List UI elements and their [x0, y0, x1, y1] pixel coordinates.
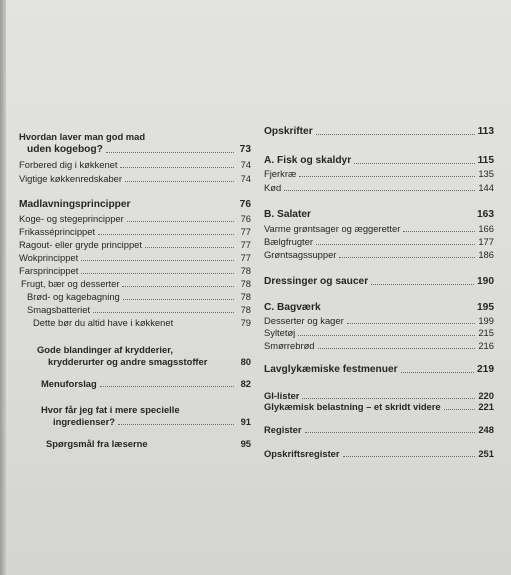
toc-heading-line1: Hvordan laver man god mad: [19, 131, 146, 142]
toc-entry: [19, 265, 251, 276]
toc-entry-label: Frikasséprincippet: [19, 226, 96, 237]
toc-page-number: 73: [239, 144, 251, 155]
toc-entry-label: C. Bagværk: [264, 302, 321, 313]
toc-section-glykaemisk: [264, 401, 494, 412]
toc-entry-label: Dette bør du altid have i køkkenet: [33, 317, 174, 328]
toc-section-heading: [19, 199, 251, 210]
toc-section-gode-line1: Gode blandinger af krydderier,: [37, 344, 173, 355]
toc-entry-label: GI-lister: [264, 390, 300, 401]
toc-entry-label: A. Fisk og skaldyr: [264, 155, 352, 166]
toc-page-number: 74: [240, 173, 251, 184]
dot-leader: [284, 190, 475, 191]
toc-section-a: [264, 155, 494, 166]
toc-entry-label: Grøntsagssupper: [264, 249, 337, 260]
toc-entry-label: ingredienser?: [53, 416, 115, 427]
toc-entry: [19, 226, 251, 237]
toc-heading-entry: [19, 144, 251, 155]
toc-entry-label: Spørgsmål fra læserne: [46, 438, 148, 449]
toc-entry-label: Forbered dig i køkkenet: [19, 159, 118, 170]
toc-entry-label: Glykæmisk belastning – et skridt videre: [264, 401, 441, 412]
toc-entry: [19, 317, 251, 328]
toc-page-number: 220: [478, 390, 494, 401]
toc-entry-label: Vigtige køkkenredskaber: [19, 173, 123, 184]
toc-entry: [264, 223, 494, 234]
toc-entry-label: Desserter og kager: [264, 315, 344, 326]
toc-page-number: 77: [240, 226, 251, 237]
toc-entry: [19, 159, 251, 170]
toc-page-number: 248: [478, 424, 494, 435]
toc-entry-label: Koge- og stegeprincipper: [19, 213, 124, 224]
toc-section-b: [264, 209, 494, 220]
dot-leader: [298, 335, 475, 336]
toc-entry: [19, 173, 251, 184]
page-edge-shadow: [0, 0, 6, 575]
toc-page-number: 74: [240, 159, 251, 170]
toc-entry-label: B. Salater: [264, 209, 311, 220]
toc-section-gode: [19, 356, 251, 367]
toc-entry: [264, 340, 494, 351]
toc-entry-label: Syltetøj: [264, 327, 296, 338]
toc-page-number: 113: [477, 126, 494, 137]
dot-leader: [302, 398, 475, 399]
toc-page-number: 221: [478, 401, 494, 412]
toc-entry: [19, 304, 251, 315]
dot-leader: [118, 424, 234, 425]
toc-page-number: 251: [478, 448, 494, 459]
dot-leader: [343, 456, 476, 457]
toc-heading-line2: uden kogebog?: [27, 144, 103, 155]
toc-entry-label: Bælgfrugter: [264, 236, 313, 247]
toc-page-number: 76: [240, 213, 251, 224]
toc-page-number: 195: [477, 302, 494, 313]
toc-section-menuforslag: [19, 378, 251, 389]
dot-leader: [444, 409, 476, 410]
toc-entry: [264, 236, 494, 247]
toc-entry-label: Varme grøntsager og æggeretter: [264, 223, 401, 234]
dot-leader: [316, 244, 475, 245]
dot-leader: [127, 221, 234, 222]
toc-page-number: 78: [240, 304, 251, 315]
toc-page-number: 78: [240, 265, 251, 276]
dot-leader: [100, 386, 234, 387]
toc-page-number: 177: [478, 236, 494, 247]
toc-page-number: 76: [239, 199, 251, 210]
dot-leader: [98, 234, 234, 235]
dot-leader: [120, 167, 234, 168]
dot-leader: [305, 432, 476, 433]
toc-section-register: [264, 424, 494, 435]
toc-entry-label: Menuforslag: [41, 378, 97, 389]
toc-page-number: 199: [478, 315, 494, 326]
toc-page-number: 190: [477, 276, 494, 287]
toc-entry-label: Opskriftsregister: [264, 448, 340, 459]
toc-section-opskriftsregister: [264, 448, 494, 459]
toc-entry: [19, 278, 251, 289]
toc-page-number: 78: [240, 278, 251, 289]
dot-leader: [106, 152, 234, 153]
toc-page-number: 77: [240, 252, 251, 263]
toc-entry-label: Brød- og kagebagning: [27, 291, 120, 302]
toc-section-hvor-line1: Hvor får jeg fat i mere specielle: [41, 404, 180, 415]
toc-page-number: 79: [240, 317, 251, 328]
toc-page-number: 163: [477, 209, 494, 220]
toc-page-number: 219: [477, 364, 494, 375]
toc-entry-label: Ragout- eller gryde princippet: [19, 239, 142, 250]
toc-page-number: 166: [478, 223, 494, 234]
dot-leader: [403, 231, 475, 232]
toc-section-opskrifter: [264, 126, 494, 137]
toc-page-number: 216: [478, 340, 494, 351]
toc-entry-label: Wokprincippet: [19, 252, 79, 263]
toc-page-number: 135: [478, 168, 494, 179]
toc-entry-label: Kød: [264, 182, 282, 193]
toc-page-number: 95: [240, 438, 251, 449]
toc-entry-label: Frugt, bær og desserter: [21, 278, 120, 289]
toc-entry-label: Smagsbatteriet: [27, 304, 91, 315]
toc-entry: [19, 239, 251, 250]
toc-entry-label: krydderurter og andre smagsstoffer: [48, 356, 208, 367]
dot-leader: [347, 323, 476, 324]
dot-leader: [125, 181, 234, 182]
dot-leader: [339, 257, 475, 258]
dot-leader: [316, 134, 475, 135]
dot-leader: [123, 299, 234, 300]
toc-entry: [19, 213, 251, 224]
toc-entry-label: Opskrifter: [264, 126, 313, 137]
toc-section-hvor: [19, 416, 251, 427]
dot-leader: [145, 247, 234, 248]
toc-entry: [19, 252, 251, 263]
dot-leader: [93, 312, 234, 313]
dot-leader: [81, 260, 234, 261]
toc-page-number: 215: [478, 327, 494, 338]
toc-entry-label: Fjerkræ: [264, 168, 297, 179]
toc-page-number: 144: [478, 182, 494, 193]
toc-page-number: 77: [240, 239, 251, 250]
toc-page-number: 82: [240, 378, 251, 389]
toc-section-dressinger: [264, 276, 494, 287]
toc-section-c: [264, 302, 494, 313]
toc-entry-label: Dressinger og saucer: [264, 276, 369, 287]
dot-leader: [81, 273, 234, 274]
toc-section-lavglyk: [264, 364, 494, 375]
toc-entry: [264, 315, 494, 326]
dot-leader: [354, 163, 474, 164]
toc-page-number: 115: [477, 155, 494, 166]
toc-entry-label: Farsprincippet: [19, 265, 79, 276]
dot-leader: [299, 176, 475, 177]
dot-leader: [371, 284, 474, 285]
toc-entry: [264, 327, 494, 338]
toc-page-number: 91: [240, 416, 251, 427]
toc-page-number: 186: [478, 249, 494, 260]
toc-entry-label: Smørrebrød: [264, 340, 315, 351]
toc-entry: [264, 168, 494, 179]
toc-entry: [264, 182, 494, 193]
toc-entry-label: Lavglykæmiske festmenuer: [264, 364, 398, 375]
toc-section-gi-lister: [264, 390, 494, 401]
toc-page-number: 80: [240, 356, 251, 367]
dot-leader: [122, 286, 234, 287]
dot-leader: [401, 372, 474, 373]
dot-leader: [318, 348, 476, 349]
toc-entry-label: Madlavningsprincipper: [19, 199, 131, 210]
toc-entry: [19, 291, 251, 302]
toc-page-number: 78: [240, 291, 251, 302]
toc-entry-label: Register: [264, 424, 302, 435]
toc-section-spoergsmaal: [19, 438, 251, 449]
toc-entry: [264, 249, 494, 260]
